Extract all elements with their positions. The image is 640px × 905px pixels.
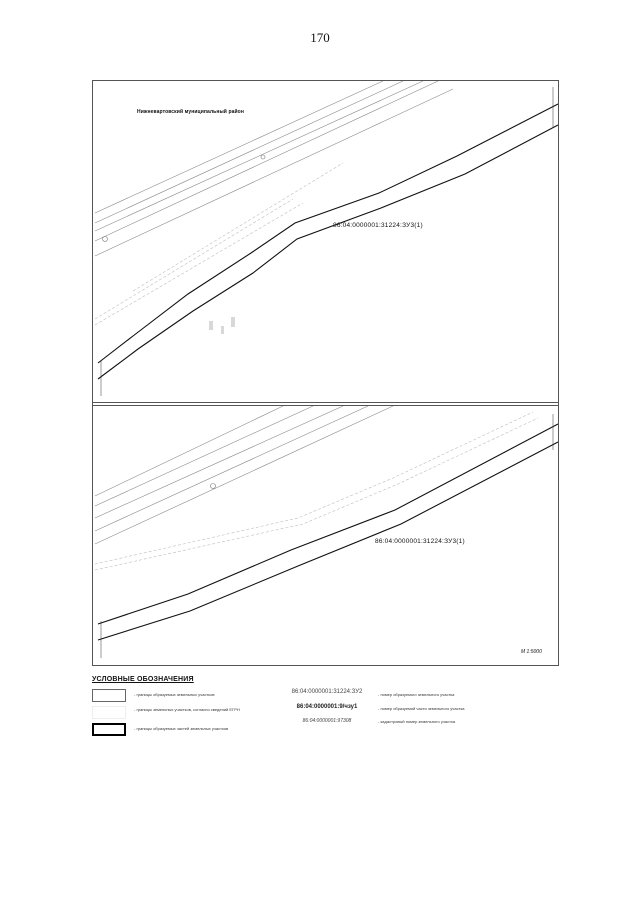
road-line (95, 406, 343, 518)
legend-item-text: - границы образуемых частей земельных участков (134, 726, 229, 731)
road-line (95, 406, 283, 496)
road-line (95, 81, 403, 223)
parcel-boundary-line (98, 104, 558, 363)
road-line (95, 81, 383, 213)
legend-item-text: - границы земельных участков, согласно сведений ЕГРН (134, 707, 240, 712)
parcel-boundary-line (98, 125, 558, 379)
road-line (95, 406, 368, 531)
map-marker (209, 321, 213, 330)
legend-item-text: - границы образуемых земельных участков (134, 692, 215, 697)
page-number: 170 (310, 30, 330, 45)
legend-code-description: - номер образуемой части земельного участка (378, 706, 465, 711)
dashed-boundary-line (95, 199, 293, 319)
legend-code: 86:04:0000001:31224:ЗУ2 (291, 689, 363, 695)
survey-point (211, 484, 216, 489)
legend-code: 86:04:0000001:97308 (302, 718, 352, 724)
legend-code: 86:04:0000001:9/чзу1 (296, 704, 358, 710)
dashed-boundary-line (133, 163, 343, 291)
legend-code-description: - номер образуемого земельного участка (378, 692, 455, 697)
road-line (95, 81, 423, 231)
map-panel-top (93, 81, 558, 403)
map-marker (221, 326, 224, 334)
survey-point (261, 155, 265, 159)
region-label: Нижневартовский муниципальный район (137, 109, 244, 115)
legend-title: УСЛОВНЫЕ ОБОЗНАЧЕНИЯ (92, 676, 194, 683)
dashed-boundary-line (95, 418, 538, 570)
map-drawing-top (93, 81, 558, 402)
parcel-boundary-line (98, 442, 558, 640)
road-line (95, 81, 438, 241)
survey-point (103, 237, 108, 242)
parcel-label-bottom: 86:04:0000001:31224:ЗУ3(1) (375, 538, 465, 545)
parcel-label-top: 86:04:0000001:31224:ЗУ3(1) (333, 222, 423, 229)
legend-swatch-part (92, 723, 126, 736)
map-frame (92, 80, 559, 666)
parcel-boundary-line (98, 424, 558, 624)
legend-swatch-egrn (92, 706, 126, 719)
road-line (95, 406, 313, 506)
legend-swatch-parcel (92, 689, 126, 702)
scale-label: М 1:5000 (521, 649, 542, 655)
road-line (95, 406, 393, 544)
map-marker (231, 317, 235, 327)
map-drawing-bottom (93, 406, 558, 666)
map-panel-bottom (93, 405, 558, 666)
legend-code-description: - кадастровый номер земельного участка (378, 719, 456, 724)
